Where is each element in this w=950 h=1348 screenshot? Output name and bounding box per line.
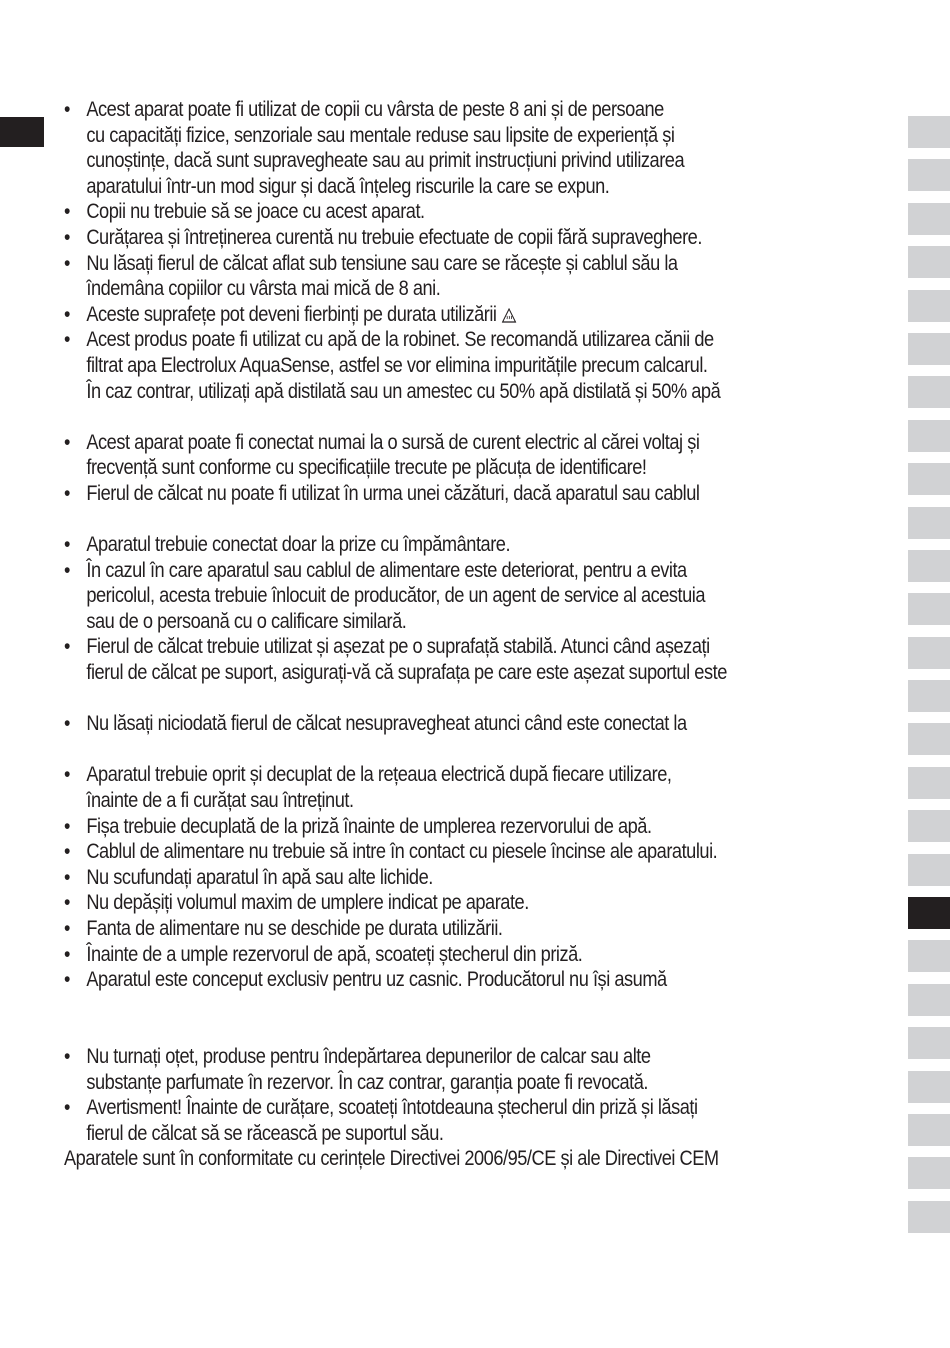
list-item xyxy=(64,302,778,328)
list-item xyxy=(64,916,778,942)
text-line: fierul de călcat pe suport, asigurați-vă că suprafața pe care este așezat suportul este xyxy=(86,661,727,685)
list-item xyxy=(64,199,778,225)
list-item xyxy=(64,711,778,737)
text-line: • Acest produs poate fi utilizat cu apă de la robinet. Se recomandă utilizarea cănii de xyxy=(86,328,714,352)
text-line: • Fierul de călcat nu poate fi utilizat în urma unei căzături, dacă aparatul sau cablul xyxy=(86,481,700,505)
text-line: sau de o persoană cu o calificare similară. xyxy=(86,609,407,633)
list-item xyxy=(64,327,778,404)
text-line: • Curățarea și întreținerea curentă nu trebuie efectuate de copii fără supraveghere. xyxy=(86,225,702,249)
list-item xyxy=(64,1095,778,1146)
text-line: • Aparatul trebuie oprit și decuplat de la rețeaua electrică după fiecare utilizare, xyxy=(86,763,672,787)
section-tab xyxy=(908,376,950,408)
section-tab xyxy=(908,1071,950,1103)
text-line: • Fișa trebuie decuplată de la priză înainte de umplerea rezervorului de apă. xyxy=(86,814,652,838)
text-line: În caz contrar, utilizați apă distilată sau un amestec cu 50% apă distilată și 50% apă xyxy=(86,379,721,403)
text-line: • Fanta de alimentare nu se deschide pe durata utilizării. xyxy=(86,917,503,940)
text-line: • Nu lăsați fierul de călcat aflat sub tensiune sau care se răcește și cablul său la xyxy=(86,251,678,275)
list-item xyxy=(64,430,778,481)
text-line: • Nu lăsați niciodată fierul de călcat nesupravegheat atunci când este conectat la xyxy=(86,712,687,736)
text-line: frecvență sunt conforme cu specificațiile trecute pe plăcuța de identificare! xyxy=(86,456,647,480)
conformity-statement: Aparatele sunt în conformitate cu cerințele Directivei 2006/95/CE și ale Directivei CEM xyxy=(64,1147,719,1171)
section-tab xyxy=(908,463,950,495)
section-tab xyxy=(908,767,950,799)
text-line: fierul de călcat să se răcească pe suportul său. xyxy=(86,1121,444,1145)
section-tab xyxy=(908,246,950,278)
section-tab xyxy=(908,593,950,625)
text-line: substanțe parfumate în rezervor. În caz contrar, garanția poate fi revocată. xyxy=(86,1070,649,1094)
text-line: • Nu scufundați aparatul în apă sau alte lichide. xyxy=(86,865,433,889)
list-item xyxy=(64,558,778,635)
section-tab xyxy=(908,854,950,886)
list-item xyxy=(64,634,778,685)
section-tab xyxy=(908,333,950,365)
section-tab xyxy=(908,507,950,539)
section-tab-active xyxy=(908,897,950,929)
section-tab xyxy=(908,116,950,148)
text-line: • Aparatul este conceput exclusiv pentru uz casnic. Producătorul nu își asumă xyxy=(86,968,667,992)
list-item xyxy=(64,251,778,302)
list-item xyxy=(64,225,778,251)
text-line: • Fierul de călcat trebuie utilizat și așezat pe o suprafață stabilă. Atunci când așezați xyxy=(86,635,710,659)
section-tab xyxy=(908,1157,950,1189)
section-tab xyxy=(908,159,950,191)
section-tab xyxy=(908,1114,950,1146)
text-line: • Acest aparat poate fi conectat numai la o sursă de curent electric al cărei voltaj și xyxy=(86,430,700,454)
section-tab xyxy=(908,203,950,235)
hot-surface-warning-icon xyxy=(502,308,517,323)
text-line: înainte de a fi curățat sau întreținut. xyxy=(86,789,354,813)
list-item xyxy=(64,890,778,916)
list-item xyxy=(64,1044,778,1095)
text-line: • Cablul de alimentare nu trebuie să intre în contact cu piesele încinse ale aparatului. xyxy=(86,840,718,864)
text-line: • Aparatul trebuie conectat doar la prize cu împământare. xyxy=(86,533,511,557)
list-item xyxy=(64,814,778,840)
instructions-list-1 xyxy=(64,97,778,302)
text-line: • Înainte de a umple rezervorul de apă, scoateți ștecherul din priză. xyxy=(86,942,583,966)
section-tab xyxy=(908,810,950,842)
list-item xyxy=(64,762,778,813)
text-line: • Nu depășiți volumul maxim de umplere indicat pe aparate. xyxy=(86,891,529,915)
list-item xyxy=(64,967,778,993)
section-tab xyxy=(908,290,950,322)
text-line: îndemâna copiilor cu vârsta mai mică de 8 ani. xyxy=(86,277,441,301)
instructions-list-2 xyxy=(64,327,778,1146)
list-item xyxy=(64,97,778,199)
hot-surface-text: Aceste suprafețe pot deveni fierbinți pe durata utilizării xyxy=(86,302,497,326)
list-item xyxy=(64,942,778,968)
text-line: pericolul, acesta trebuie înlocuit de producător, de un agent de service al acestuia xyxy=(86,584,706,608)
text-line: cunoștințe, dacă sunt supravegheate sau au primit instrucțiuni privind utilizarea xyxy=(86,149,685,173)
section-tab xyxy=(908,637,950,669)
text-line: • Copii nu trebuie să se joace cu acest aparat. xyxy=(86,200,425,224)
section-tab xyxy=(908,723,950,755)
hot-surface-list xyxy=(64,302,778,328)
text-line: aparatului într-un mod sigur și dacă înțeleg riscurile la care se expun. xyxy=(86,174,610,198)
text-line: • Acest aparat poate fi utilizat de copii cu vârsta de peste 8 ani și de persoane xyxy=(86,98,664,121)
section-tabs xyxy=(908,116,950,1244)
text-line: • Avertisment! Înainte de curățare, scoateți întotdeauna ștecherul din priză și lăsați xyxy=(86,1096,698,1120)
section-tab xyxy=(908,984,950,1016)
list-item xyxy=(64,839,778,865)
section-tab xyxy=(908,680,950,712)
section-tab xyxy=(908,550,950,582)
text-line: • Nu turnați oțet, produse pentru îndepărtarea depunerilor de calcar sau alte xyxy=(86,1044,651,1068)
text-line: cu capacități fizice, senzoriale sau mentale reduse sau lipsite de experiență și xyxy=(86,123,675,147)
text-line: • În cazul în care aparatul sau cablul de alimentare este deteriorat, pentru a evita xyxy=(86,558,687,582)
section-tab xyxy=(908,940,950,972)
section-tab xyxy=(908,1201,950,1233)
list-item xyxy=(64,532,778,558)
text-line: filtrat apa Electrolux AquaSense, astfel se vor elimina impuritățile precum calcarul. xyxy=(86,353,708,377)
page-marker xyxy=(0,117,44,147)
list-item xyxy=(64,865,778,891)
section-tab xyxy=(908,420,950,452)
section-tab xyxy=(908,1027,950,1059)
list-item xyxy=(64,481,778,507)
safety-instructions xyxy=(64,97,778,1172)
